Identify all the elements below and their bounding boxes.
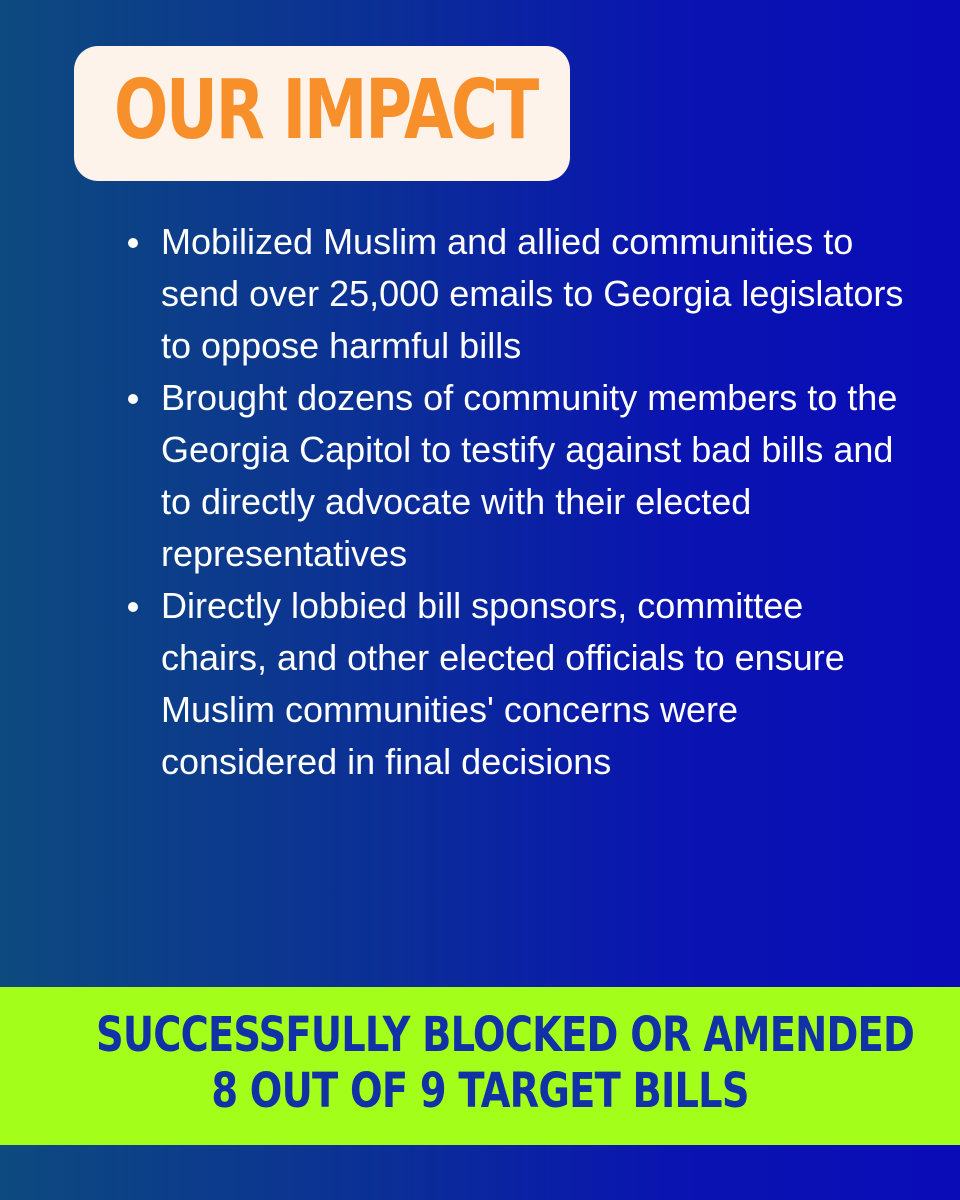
- bullet-icon: [128, 238, 138, 248]
- bullet-icon: [128, 602, 138, 612]
- impact-list: [126, 216, 906, 788]
- banner-text: [0, 1007, 960, 1119]
- list-item-text: Directly lobbied bill sponsors, committee chairs, and other elected officials to ensure Muslim communities' concerns were considered in final decisions: [161, 585, 845, 782]
- banner-line-2: 8 OUT OF 9 TARGET BILLS: [211, 1063, 749, 1119]
- list-item: [126, 372, 906, 580]
- list-item: [126, 580, 906, 788]
- list-item: [126, 216, 906, 372]
- page-title: OUR IMPACT: [114, 63, 537, 158]
- banner-line-1: SUCCESSFULLY BLOCKED OR AMENDED: [96, 1007, 915, 1063]
- title-box: [74, 46, 570, 181]
- list-item-text: Brought dozens of community members to the Georgia Capitol to testify against bad bills and to directly advocate with their elected representatives: [161, 377, 898, 574]
- bullet-icon: [128, 394, 138, 404]
- result-banner: [0, 987, 960, 1145]
- list-item-text: Mobilized Muslim and allied communities to send over 25,000 emails to Georgia legislators to oppose harmful bills: [161, 221, 904, 366]
